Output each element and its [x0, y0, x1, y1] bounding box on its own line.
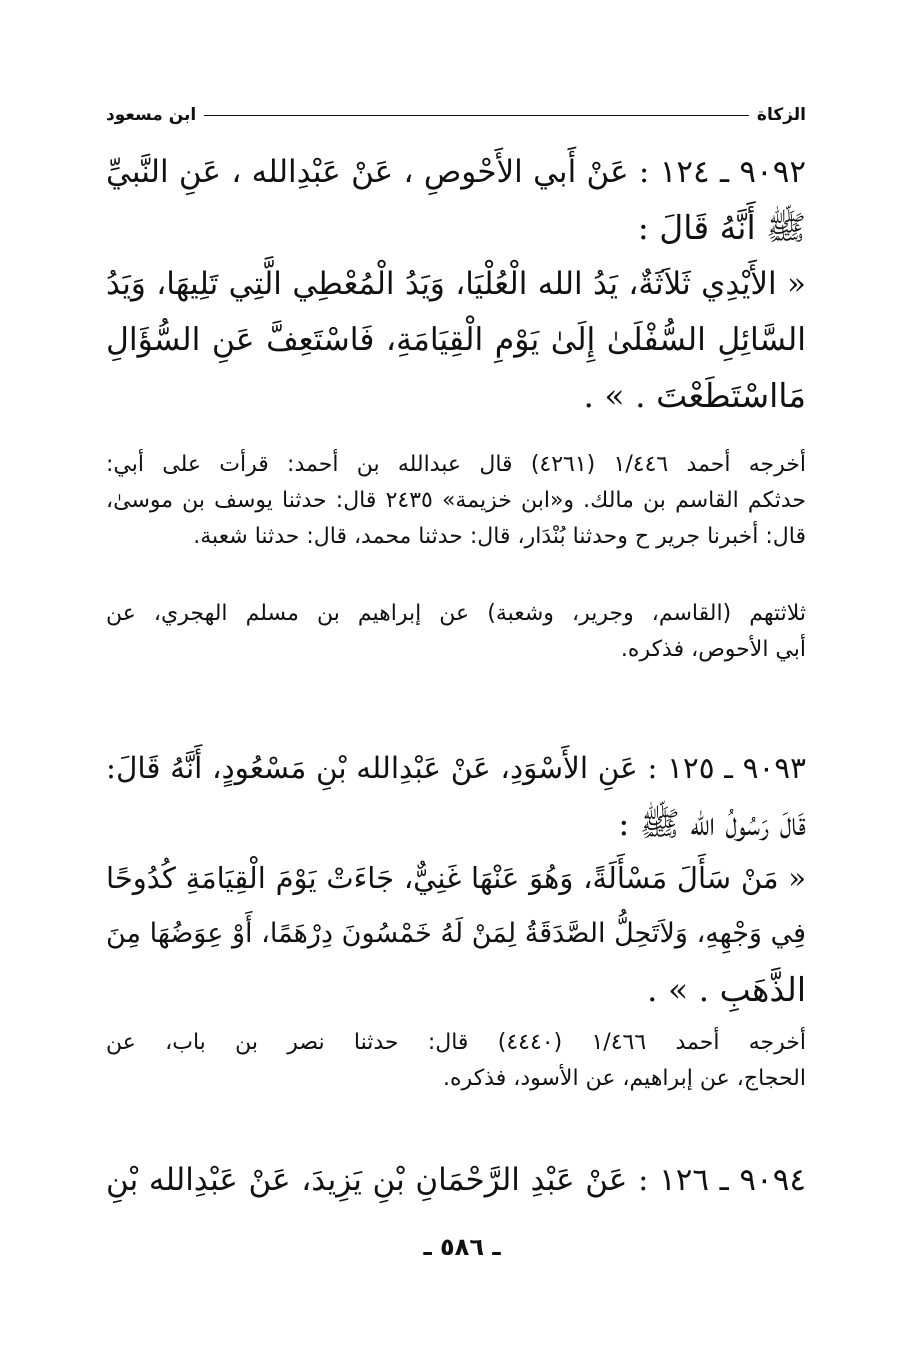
hadith-text-line: فِي وَجْهِهِ، وَلاَتَحِلُّ الصَّدَقَةُ لِمَنْ لَهُ خَمْسُونَ دِرْهَمًا، أَوْ عِوَضُهَا مِنَ	[106, 918, 806, 949]
takhrij-line: أبي الأحوص، فذكره.	[620, 637, 806, 662]
page-number: ـ ٥٨٦ ـ	[423, 1233, 501, 1261]
hadith-heading-line: ٩٠٩٣ ـ ١٢٥ : عَنِ الأَسْوَدِ، عَنْ عَبْدِالله بْنِ مَسْعُودٍ، أَنَّهُ قَالَ:	[106, 751, 806, 785]
takhrij-line: الحجاج، عن إبراهيم، عن الأسود، فذكره.	[443, 1066, 806, 1091]
hadith-heading-line: قَالَ رَسُولُ الله ﷺ :	[618, 804, 806, 843]
hadith-text-line: الذَّهَبِ . » .	[647, 970, 806, 1009]
hadith-heading-line: ﷺ أَنَّهُ قَالَ :	[637, 208, 806, 247]
hadith-heading-line: ٩٠٩٤ ـ ١٢٦ : عَنْ عَبْدِ الرَّحْمَانِ بْنِ يَزِيدَ، عَنْ عَبْدِالله بْنِ	[106, 1162, 806, 1198]
hadith-text-line: « الأَيْدِي ثَلاَثَةٌ، يَدُ الله الْعُلْيَا، وَيَدُ الْمُعْطِي الَّتِي تَلِيهَا، وَيَدُ	[106, 266, 806, 302]
takhrij-9092-paragraph-2	[106, 596, 806, 668]
takhrij-line: ثلاثتهم (القاسم، وجرير، وشعبة) عن إبراهيم بن مسلم الهجري، عن	[106, 601, 806, 626]
takhrij-9092-paragraph-1	[106, 447, 806, 555]
hadith-9093-text	[106, 850, 806, 1018]
hadith-text-line: السَّائِلِ السُّفْلَىٰ إِلَىٰ يَوْمِ الْقِيَامَةِ، فَاسْتَعِفَّ عَنِ السُّؤَالِ	[106, 322, 806, 358]
hadith-9093-heading	[106, 740, 806, 852]
header-companion-name: ابن مسعود	[106, 105, 197, 125]
takhrij-line: حدثكم القاسم بن مالك. و«ابن خزيمة» ٢٤٣٥ قال: حدثنا يوسف بن موسىٰ،	[106, 488, 806, 513]
hadith-9094-heading	[106, 1152, 806, 1208]
hadith-text-line: « مَنْ سَأَلَ مَسْأَلَةً، وَهُوَ عَنْهَا غَنِيٌّ، جَاءَتْ يَوْمَ الْقِيَامَةِ كُدُوحًا	[106, 861, 806, 895]
hadith-9092-heading	[106, 144, 806, 256]
takhrij-line: أخرجه أحمد ١/٤٤٦ (٤٢٦١) قال عبدالله بن أحمد: قرأت على أبي:	[106, 452, 806, 477]
takhrij-9093	[106, 1025, 806, 1097]
header-rule	[204, 115, 749, 116]
hadith-9092-text	[106, 256, 806, 424]
takhrij-line: قال: أخبرنا جرير ح وحدثنا بُنْدَار، قال: حدثنا محمد، قال: حدثنا شعبة.	[193, 524, 806, 549]
running-header	[106, 100, 806, 130]
hadith-heading-line: ٩٠٩٢ ـ ١٢٤ : عَنْ أَبي الأَحْوصِ ، عَنْ عَبْدِالله ، عَنِ النَّبيِّ	[106, 154, 806, 190]
takhrij-line: أخرجه أحمد ١/٤٦٦ (٤٤٤٠) قال: حدثنا نصر بن باب، عن	[106, 1030, 806, 1055]
hadith-text-line: مَااسْتَطَعْتَ . » .	[583, 376, 806, 415]
header-chapter-title: الزكاة	[756, 105, 806, 125]
